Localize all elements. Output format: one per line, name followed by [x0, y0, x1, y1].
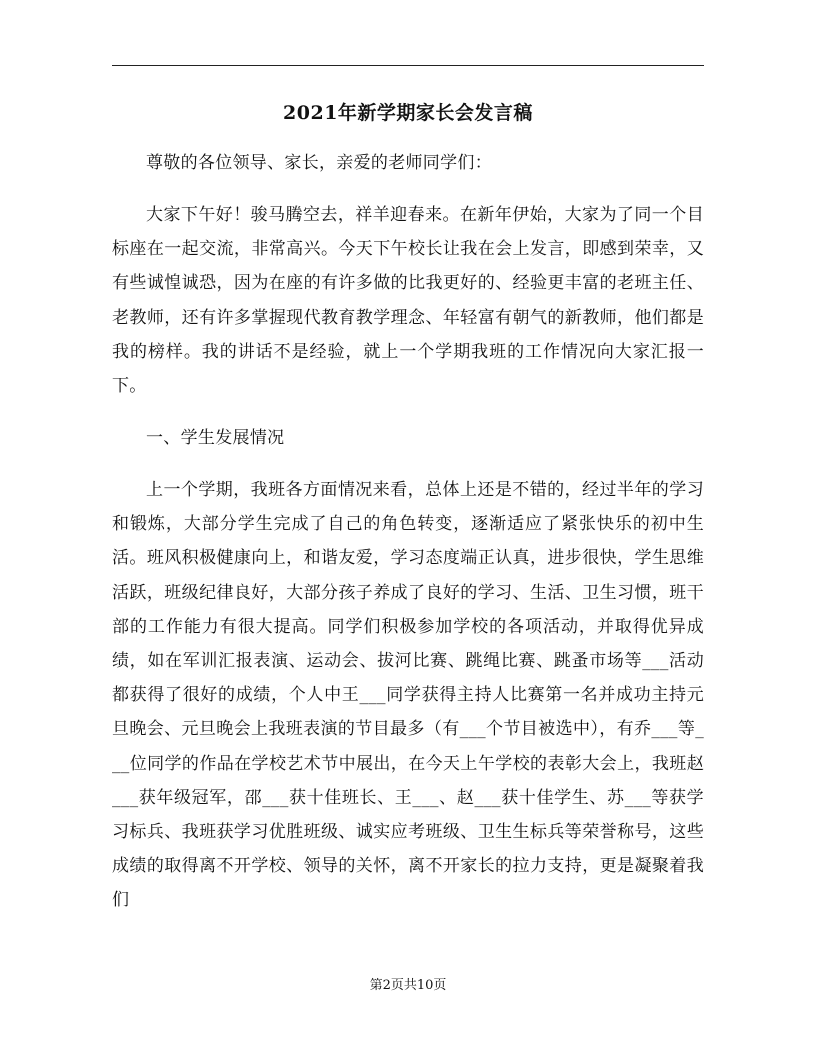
salutation: 尊敬的各位领导、家长，亲爱的老师同学们：	[146, 153, 492, 173]
header-rule	[112, 65, 704, 66]
document-title: 2021年新学期家长会发言稿	[283, 102, 533, 124]
section-heading: 一、学生发展情况	[146, 428, 285, 448]
paragraph-opening: 大家下午好！骏马腾空去，祥羊迎春来。在新年伊始，大家为了同一个目标座在一起交流，非常高兴。今天下午校长让我在会上发言，即感到荣幸，又有些诚惶诚恐，因为在座的有许多做的比我更好的、经验更丰富的老班主任、老教师，还有许多掌握现代教育教学理念、年轻富有朝气的新教师，他们都是我的榜样。我的讲话不是经验，就上一个学期我班的工作情况向大家汇报一下。	[112, 205, 704, 397]
paragraph-student-development: 上一个学期，我班各方面情况来看，总体上还是不错的，经过半年的学习和锻炼，大部分学生完成了自己的角色转变，逐渐适应了紧张快乐的初中生活。班风积极健康向上，和谐友爱，学习态度端正认真，进步很快，学生思维活跃，班级纪律良好，大部分孩子养成了良好的学习、生活、卫生习惯，班干部的工作能力有很大提高。同学们积极参加学校的各项活动，并取得优异成绩，如在军训汇报表演、运动会、拔河比赛、跳绳比赛、跳蚤市场等___活动都获得了很好的成绩，个人中王___同学获得主持人比赛第一名并成功主持元旦晚会、元旦晚会上我班表演的节目最多（有___个节目被选中），有乔___等___位同学的作品在学校艺术节中展出，在今天上午学校的表彰大会上，我班赵___获年级冠军，邵___获十佳班长、王___、赵___获十佳学生、苏___等获学习标兵、我班获学习优胜班级、诚实应考班级、卫生生标兵等荣誉称号，这些成绩的取得离不开学校、领导的关怀，离不开家长的拉力支持，更是凝聚着我们	[112, 480, 704, 911]
page-number: 第2页共10页	[369, 978, 447, 993]
